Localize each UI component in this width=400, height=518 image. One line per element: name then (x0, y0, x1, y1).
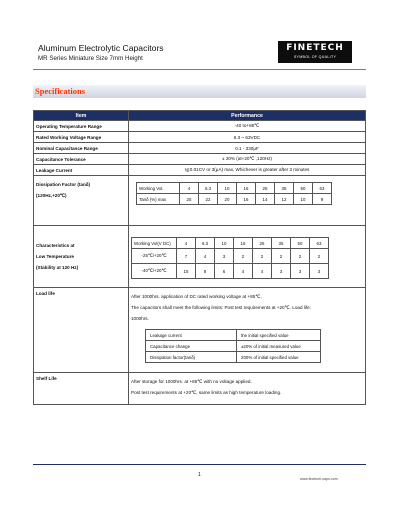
ratio-cell: 2 (234, 249, 253, 264)
spec-item: Leakage Current (34, 165, 129, 176)
tan-cell: 9 (313, 194, 332, 205)
row-label: Tanδ (%) max (137, 194, 180, 205)
load-life-limits-table (145, 329, 321, 363)
limit-value: ±20% of initial measured value (237, 341, 321, 352)
ratio-cell: 2 (253, 249, 272, 264)
limit-label: Leakage current (146, 330, 237, 341)
column-header-performance: Performance (129, 111, 366, 121)
section-heading: Specifications (35, 86, 86, 96)
document-title: Aluminum Electrolytic Capacitors (38, 43, 164, 53)
table-row (34, 143, 366, 154)
low-temp-row-25 (132, 249, 329, 264)
voltage-cell: 4 (180, 183, 199, 194)
voltage-cell: 63 (313, 183, 332, 194)
ratio-cell: 3 (215, 249, 234, 264)
tan-cell: 16 (237, 194, 256, 205)
voltage-cell: 4 (177, 238, 196, 249)
spec-value (129, 373, 366, 405)
table-row (34, 154, 366, 165)
row-label: Working Vol. (137, 183, 180, 194)
spec-value (129, 176, 366, 226)
specifications-table (33, 110, 366, 405)
spec-item-line: Dissipation Factor (tanδ) (36, 182, 91, 187)
voltage-cell: 25 (253, 238, 272, 249)
table-row (34, 165, 366, 176)
spec-item-line: Characteristics at (36, 243, 75, 248)
table-header-row (34, 111, 366, 121)
limit-label: Capacitance change (146, 341, 237, 352)
tan-cell: 10 (294, 194, 313, 205)
limit-value: the initial specified value (237, 330, 321, 341)
dissipation-table (136, 182, 332, 205)
ratio-cell: 2 (272, 249, 291, 264)
ratio-cell: 4 (196, 249, 215, 264)
limits-row (146, 330, 321, 341)
shelf-life-text: After storage for 1000hrs. at +85℃ with no voltage applied. (131, 379, 252, 384)
spec-value: I≦0.01CV or 3(μA) max, Whichever is greater after 3 minutes (129, 165, 366, 176)
spec-item: Operating Temperature Range (34, 121, 129, 132)
spec-value (129, 288, 366, 373)
ratio-cell: 3 (310, 264, 329, 279)
dissipation-voltage-row (137, 183, 332, 194)
dissipation-tan-row (137, 194, 332, 205)
voltage-cell: 16 (234, 238, 253, 249)
voltage-cell: 16 (237, 183, 256, 194)
table-row (34, 121, 366, 132)
load-life-text: The capacitors shall meet the following limits: Post test requirements at +20℃. Load life: (131, 305, 311, 310)
voltage-cell: 25 (256, 183, 275, 194)
row-label: -25℃/+20℃ (132, 249, 177, 264)
voltage-cell: 35 (275, 183, 294, 194)
load-life-text: After 1000hrs. application of DC rated working voltage at +85℃, (131, 294, 262, 299)
spec-value: 6.3 ~ 63VDC (129, 132, 366, 143)
ratio-cell: 15 (177, 264, 196, 279)
row-label: -40℃/+20℃ (132, 264, 177, 279)
spec-value: 0.1 - 330μF (129, 143, 366, 154)
spec-item-line: (120Hz,+20℃) (36, 193, 67, 198)
ratio-cell: 6 (215, 264, 234, 279)
ratio-cell: 4 (253, 264, 272, 279)
voltage-cell: 50 (294, 183, 313, 194)
voltage-cell: 10 (215, 238, 234, 249)
voltage-cell: 35 (272, 238, 291, 249)
ratio-cell: 2 (310, 249, 329, 264)
spec-item (34, 176, 129, 226)
shelf-life-text: Post test requirements at +20℃, same limits as high temperature loading. (131, 390, 282, 395)
tan-cell: 14 (256, 194, 275, 205)
low-temp-table (131, 237, 329, 279)
ratio-cell: 8 (196, 264, 215, 279)
footer-website: www.finetech-caps.com (300, 477, 338, 481)
logo-wordmark: FINETECH (286, 43, 344, 53)
limits-row (146, 352, 321, 363)
limit-value: 200% of initial specified value (237, 352, 321, 363)
ratio-cell: 4 (234, 264, 253, 279)
table-row (34, 176, 366, 226)
tan-cell: 22 (199, 194, 218, 205)
footer-divider (33, 464, 366, 465)
tan-cell: 12 (275, 194, 294, 205)
header-divider (33, 69, 366, 70)
low-temp-voltage-row (132, 238, 329, 249)
ratio-cell: 3 (272, 264, 291, 279)
page-number: 1 (198, 472, 201, 478)
row-label: Working Vol(V DC) (132, 238, 177, 249)
spec-item: Load life (34, 288, 129, 373)
ratio-cell: 2 (291, 249, 310, 264)
logo-tagline: SYMBOL OF QUALITY (293, 55, 337, 59)
spec-item: Rated Working Voltage Range (34, 132, 129, 143)
load-life-text: 1000hrs. (131, 316, 149, 321)
ratio-cell: 7 (177, 249, 196, 264)
tan-cell: 20 (218, 194, 237, 205)
spec-item (34, 226, 129, 288)
table-row (34, 226, 366, 288)
table-row (34, 132, 366, 143)
voltage-cell: 63 (310, 238, 329, 249)
document-subtitle: MR Series Miniature Size 7mm Height (38, 55, 143, 62)
low-temp-row-40 (132, 264, 329, 279)
limits-row (146, 341, 321, 352)
spec-item: Nominal Capacitance Range (34, 143, 129, 154)
section-heading-bar (33, 85, 366, 98)
column-header-item: Item (34, 111, 129, 121)
tan-cell: 25 (180, 194, 199, 205)
spec-value: -40 to+85℃ (129, 121, 366, 132)
voltage-cell: 10 (218, 183, 237, 194)
spec-item-line: (Stability at 120 Hz) (36, 265, 79, 270)
spec-item: Shelf Life (34, 373, 129, 405)
company-logo (278, 41, 352, 63)
spec-item: Capacitance Tolerance (34, 154, 129, 165)
spec-item-line: Low Temperature (36, 254, 74, 259)
ratio-cell: 3 (291, 264, 310, 279)
spec-value: ± 20% (at+20℃ ,120Hz) (129, 154, 366, 165)
table-row (34, 373, 366, 405)
voltage-cell: 6.3 (199, 183, 218, 194)
limit-label: Dissipation factor(tanδ) (146, 352, 237, 363)
voltage-cell: 6.3 (196, 238, 215, 249)
voltage-cell: 50 (291, 238, 310, 249)
spec-value (129, 226, 366, 288)
table-row (34, 288, 366, 373)
